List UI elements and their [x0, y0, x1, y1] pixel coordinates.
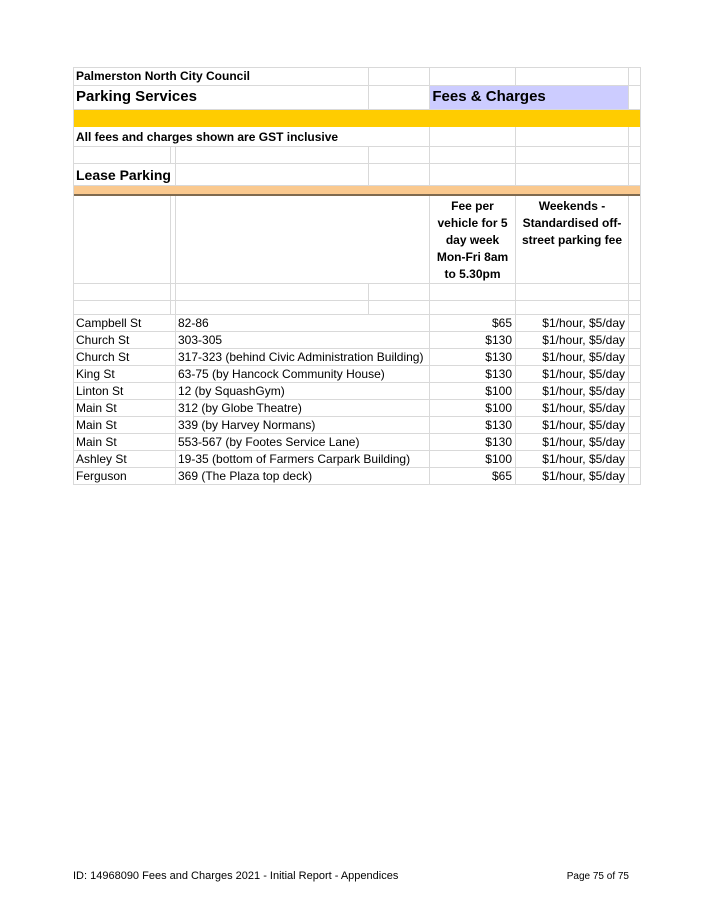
street-cell: Ferguson [74, 468, 176, 484]
lease-row [74, 164, 640, 186]
location-cell: 369 (The Plaza top deck) [176, 468, 430, 484]
fees-title: Fees & Charges [430, 86, 629, 109]
blank-row [74, 147, 640, 164]
fee-cell: $100 [430, 400, 516, 416]
orange-band [74, 186, 640, 196]
fee-cell: $130 [430, 332, 516, 348]
weekend-cell: $1/hour, $5/day [516, 332, 629, 348]
street-cell: King St [74, 366, 176, 382]
street-cell: Main St [74, 434, 176, 450]
weekend-cell: $1/hour, $5/day [516, 417, 629, 433]
council-name: Palmerston North City Council [74, 68, 369, 85]
header-row [74, 196, 640, 284]
fee-cell: $65 [430, 315, 516, 331]
table-row [74, 451, 640, 468]
fee-cell: $130 [430, 366, 516, 382]
section-title: Parking Services [74, 86, 369, 109]
weekend-cell: $1/hour, $5/day [516, 349, 629, 365]
fee-cell: $130 [430, 349, 516, 365]
street-cell: Main St [74, 417, 176, 433]
footer-page-number: Page 75 of 75 [566, 871, 629, 882]
street-cell: Ashley St [74, 451, 176, 467]
weekend-cell: $1/hour, $5/day [516, 434, 629, 450]
council-row [74, 68, 640, 86]
weekend-cell: $1/hour, $5/day [516, 451, 629, 467]
location-cell: 339 (by Harvey Normans) [176, 417, 430, 433]
location-cell: 303-305 [176, 332, 430, 348]
table-row [74, 349, 640, 366]
yellow-band [74, 110, 640, 127]
weekend-cell: $1/hour, $5/day [516, 400, 629, 416]
table-row [74, 417, 640, 434]
title-row [74, 86, 640, 110]
street-cell: Main St [74, 400, 176, 416]
street-cell: Church St [74, 349, 176, 365]
street-cell: Church St [74, 332, 176, 348]
table-row [74, 315, 640, 332]
location-cell: 317-323 (behind Civic Administration Building) [176, 349, 430, 365]
street-cell: Linton St [74, 383, 176, 399]
gst-row [74, 127, 640, 147]
location-cell: 553-567 (by Footes Service Lane) [176, 434, 430, 450]
weekend-cell: $1/hour, $5/day [516, 468, 629, 484]
table-row [74, 383, 640, 400]
fee-cell: $65 [430, 468, 516, 484]
location-cell: 19-35 (bottom of Farmers Carpark Building) [176, 451, 430, 467]
table-row [74, 468, 640, 485]
weekend-cell: $1/hour, $5/day [516, 383, 629, 399]
location-cell: 63-75 (by Hancock Community House) [176, 366, 430, 382]
location-cell: 312 (by Globe Theatre) [176, 400, 430, 416]
weekend-cell: $1/hour, $5/day [516, 366, 629, 382]
location-cell: 82-86 [176, 315, 430, 331]
lease-title: Lease Parking [74, 164, 176, 185]
table-row [74, 400, 640, 417]
footer-document-id: ID: 14968090 Fees and Charges 2021 - Initial Report - Appendices [73, 870, 399, 882]
location-cell: 12 (by SquashGym) [176, 383, 430, 399]
spreadsheet [73, 67, 641, 485]
weekend-header: Weekends - Standardised off-street parking fee [516, 196, 629, 283]
fee-cell: $130 [430, 417, 516, 433]
gst-note: All fees and charges shown are GST inclusive [74, 127, 430, 146]
fee-header: Fee per vehicle for 5 day week Mon-Fri 8am to 5.30pm [430, 196, 516, 283]
lease-table-body [74, 315, 640, 485]
table-row [74, 434, 640, 451]
table-row [74, 366, 640, 383]
fee-cell: $100 [430, 383, 516, 399]
weekend-cell: $1/hour, $5/day [516, 315, 629, 331]
table-row [74, 332, 640, 349]
fee-cell: $100 [430, 451, 516, 467]
fee-cell: $130 [430, 434, 516, 450]
street-cell: Campbell St [74, 315, 176, 331]
